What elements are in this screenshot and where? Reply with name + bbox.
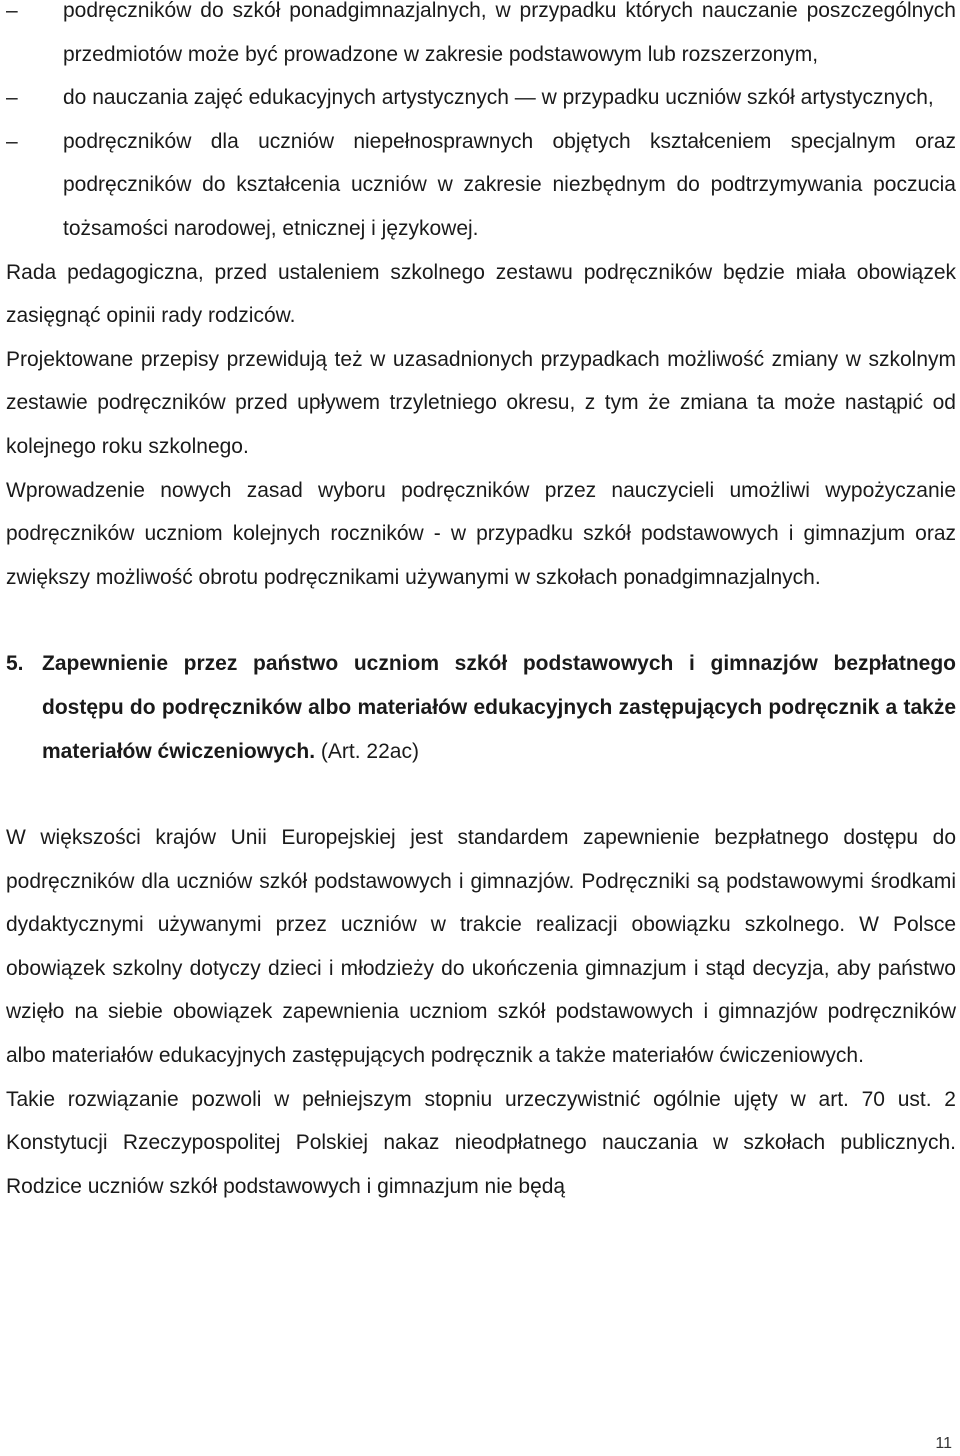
paragraph-w-wiekszosci: W większości krajów Unii Europejskiej jest standardem zapewnienie bezpłatnego dostępu do podręczników dla uczniów szkół podstawowych i gimnazjów. Podręczniki są podstawowymi środkami dydaktycznymi używanymi przez uczniów w trakcie realizacji obowiązku szkolnego. W Polsce obowiązek szkolny dotyczy dzieci i młodzieży do ukończenia gimnazjum i stąd decyzja, aby państwo wzięło na siebie obowiązek zapewnienia uczniom szkół podstawowych i gimnazjów podręczników albo materiałów edukacyjnych zastępujących podręcznik a także materiałów ćwiczeniowych. [6,826,956,1068]
paragraph-wprowadzenie: Wprowadzenie nowych zasad wyboru podręczników przez nauczycieli umożliwi wypożyczanie podręczników uczniom kolejnych roczników - w przypadku szkół podstawowych i gimnazjum oraz zwiększy możliwość obrotu podręcznikami używanymi w szkołach ponadgimnazjalnych. [6,478,956,589]
section-heading [6,642,956,773]
list-item-text: podręczników do szkół ponadgimnazjalnych, w przypadku których nauczanie poszczególnych przedmiotów może być prowadzone w zakresie podstawowym lub rozszerzonym, [63,0,956,66]
spacer [6,773,956,816]
paragraph-projektowane-przepisy: Projektowane przepisy przewidują też w uzasadnionych przypadkach możliwość zmiany w szkolnym zestawie podręczników przed upływem trzyletniego okresu, z tym że zmiana ta może nastąpić od kolejnego roku szkolnego. [6,347,956,458]
section-reference: (Art. 22ac) [315,739,419,763]
list-item-text: do nauczania zajęć edukacyjnych artystycznych — w przypadku uczniów szkół artystycznych, [63,86,934,110]
list-item-text: podręczników dla uczniów niepełnosprawnych objętych kształceniem specjalnym oraz podręczników do kształcenia uczniów w zakresie niezbędnym do podtrzymywania poczucia tożsamości narodowej, etnicznej i językowej. [63,129,956,240]
paragraph-takie-rozwiazanie: Takie rozwiązanie pozwoli w pełniejszym stopniu urzeczywistnić ogólnie ujęty w art. 70 ust. 2 Konstytucji Rzeczypospolitej Polskiej nakaz nieodpłatnego nauczania w szkołach publicznych. Rodzice uczniów szkół podstawowych i gimnazjum nie będą [6,1087,956,1198]
document-page [6,0,956,1208]
list-item [6,76,956,120]
list-dash: – [6,86,18,110]
section-number: 5. [6,652,24,676]
spacer [6,599,956,642]
page-number: 11 [935,1435,952,1452]
list-dash: – [6,129,18,153]
list-item [6,120,956,251]
paragraph-rada-pedagogiczna: Rada pedagogiczna, przed ustaleniem szkolnego zestawu podręczników będzie miała obowiązek zasięgnąć opinii rady rodziców. [6,260,956,328]
list-dash: – [6,0,18,22]
section-title: Zapewnienie przez państwo uczniom szkół podstawowych i gimnazjów bezpłatnego dostępu do podręczników albo materiałów edukacyjnych zastępujących podręcznik a także materiałów ćwiczeniowych. [42,652,956,763]
list-item [6,0,956,76]
